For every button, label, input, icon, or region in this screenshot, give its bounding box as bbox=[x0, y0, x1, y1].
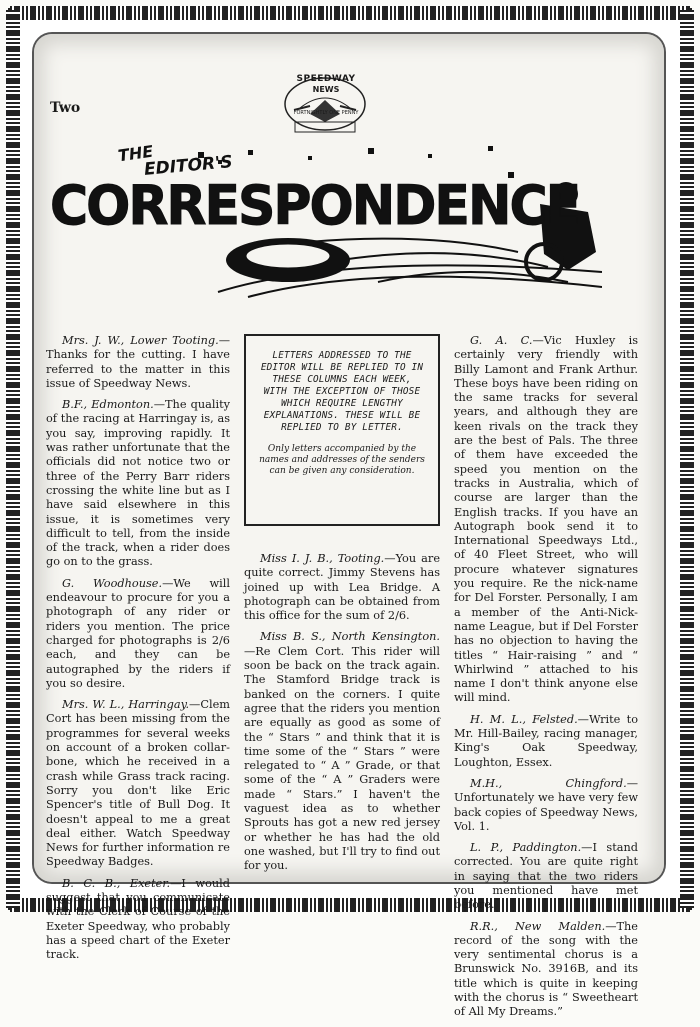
letter-reply: Miss B. S., North Kensington.—Re Clem Cort. This rider will soon be back on the track again. The Stamford Bridge track is banked on the corners. I quite agree that the riders you mention are equally as good as some of the “ Stars ” and think that it is time some of the “ Stars ” were relegated to “ A ” Grade, or that some of the “ A ” Graders were made “ Stars.” I haven't the vaguest idea as to whether Sprouts has got a new red jersey or whether he has had the old one washed, but I'll try to find out for you. bbox=[244, 630, 440, 873]
column-1 bbox=[46, 334, 230, 969]
notice-main-text: LETTERS ADDRESSED TO THE EDITOR WILL BE REPLIED TO IN THESE COLUMNS EACH WEEK, WITH THE EXCEPTION OF THOSE WHICH REQUIRE LENGTHY EXPLANATIONS. THESE WILL BE REPLIED TO BY LETTER. bbox=[260, 350, 424, 433]
letter-reply: R.R., New Malden.—The record of the song with the very sentimental chorus is a Brunswick No. 3916B, and its title which is quite in keeping with the chorus is “ Sweetheart of All My Dreams.” bbox=[454, 919, 638, 1019]
letter-reply: B.F., Edmonton.—The quality of the racing at Harringay is, as you say, improving rapidly. It was rather unfortunate that the officials did not notice two or three of the Perry Barr riders crossing the white line but as I have said elsewhere in this issue, it is sometimes very difficult to tell, from the inside of the track, when a rider does go on to the grass. bbox=[46, 398, 230, 569]
logo-subtitle: NEWS bbox=[312, 85, 340, 94]
border-left bbox=[6, 10, 20, 908]
logo-footer: FORTNIGHTLY ONE PENNY bbox=[293, 110, 359, 116]
letter-reply: L. P., Paddington.—I stand corrected. You are quite right in saying that the two riders you mentioned have met before. bbox=[454, 841, 638, 912]
letter-reply: B. C. B., Exeter.—I would suggest that you communicate with the Clerk of Course of the Exeter Speedway, who probably has a speed chart of the Exeter track. bbox=[46, 876, 230, 962]
letter-reply: Mrs. W. L., Harringay.—Clem Cort has been missing from the programmes for several weeks on account of a broken collar-bone, which he received in a crash while Grass track racing. Sorry you don't like Eric Spencer's title of Bull Dog. It doesn't appeal to me a great deal either. Watch Speedway News for further information re Speedway Badges. bbox=[46, 698, 230, 869]
magazine-page bbox=[34, 34, 664, 1019]
letter-reply: Mrs. J. W., Lower Tooting.—Thanks for the cutting. I have referred to the matter in this issue of Speedway News. bbox=[46, 334, 230, 390]
letter-reply: Miss I. J. B., Tooting.—You are quite correct. Jimmy Stevens has joined up with Lea Bridge. A photograph can be obtained from this office for the sum of 2/6. bbox=[244, 552, 441, 623]
letter-reply: M.H., Chingford.—Unfortunately we have very few back copies of Speedway News, Vol. 1. bbox=[454, 776, 638, 833]
logo-title: SPEEDWAY bbox=[296, 74, 356, 84]
heading-the: THE bbox=[116, 141, 155, 166]
heading-editors: EDITOR'S bbox=[143, 152, 234, 180]
page-number: Two bbox=[50, 100, 81, 116]
letter-reply: G. A. C.—Vic Huxley is certainly very friendly with Billy Lamont and Frank Arthur. These boys have been riding on the same tracks for several years, and although they are keen rivals on the track they are the best of Pals. The three of them have exceeded the speed you mention on the tracks in Australia, which of course are larger than the English tracks. If you have an Autograph book send it to International Speedways Ltd., of 40 Fleet Street, who will procure whatever signatures you require. Re the nick-name for Del Forster. Personally, I am a member of the Anti-Nick-name League, but if Del Forster has no objection to having the titles “ Hair-raising ” and “ Whirlwind ” attached to his name I don't think anyone else will mind. bbox=[454, 334, 638, 705]
column-3 bbox=[454, 334, 638, 1027]
column-2 bbox=[244, 552, 440, 881]
notice-box bbox=[244, 334, 440, 526]
border-right bbox=[680, 10, 694, 908]
letter-reply: H. M. L., Felsted.—Write to Mr. Hill-Bailey, racing manager, King's Oak Speedway, Loughton, Essex. bbox=[454, 712, 638, 769]
border-top bbox=[10, 6, 690, 20]
heading-correspondence: CORRESPONDENCE bbox=[50, 174, 580, 238]
letter-reply: G. Woodhouse.—We will endeavour to procure for you a photograph of any rider or riders you mention. The price charged for photographs is 2/6 each, and they can be autographed by the riders if you so desire. bbox=[46, 576, 230, 690]
notice-sub-text: Only letters accompanied by the names and addresses of the senders can be given any consideration. bbox=[259, 444, 425, 476]
